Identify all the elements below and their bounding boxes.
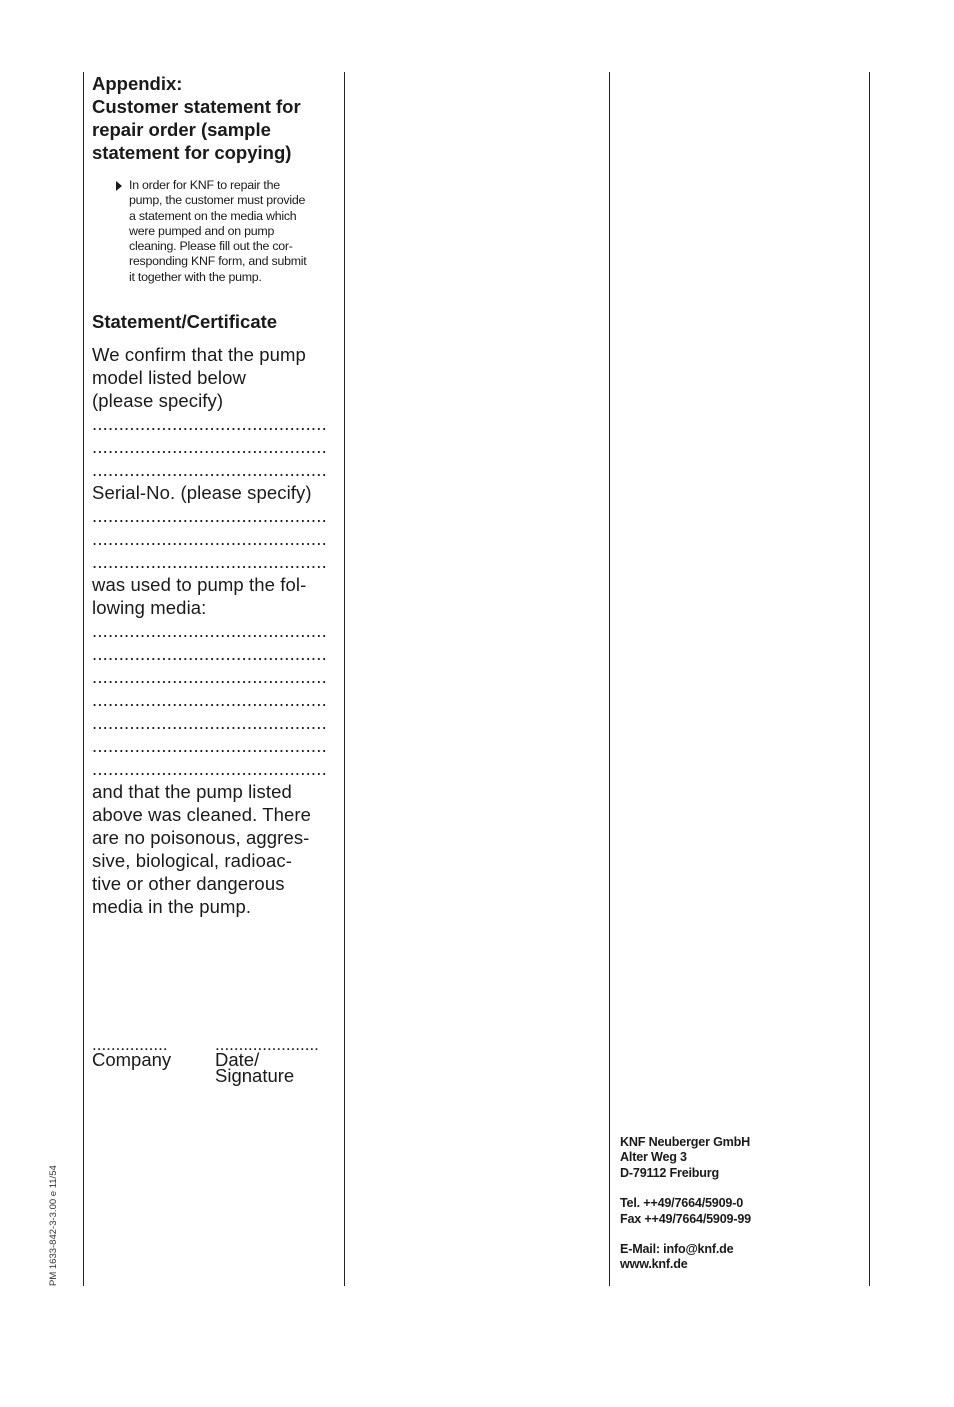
media-fill-line[interactable]: ............................................: [92, 712, 327, 734]
pump-model-fill-line[interactable]: ............................................: [92, 436, 327, 458]
text-line: We confirm that the pump: [92, 344, 306, 366]
document-id: PM 1633-842-3-3.00 e 11/54: [48, 1165, 59, 1286]
media-fill-line[interactable]: ............................................: [92, 758, 327, 780]
column-rule-4: [869, 72, 870, 1286]
company-fill-line[interactable]: ................: [92, 1036, 168, 1053]
company-name: KNF Neuberger GmbH: [620, 1135, 751, 1149]
media-fill-line[interactable]: ............................................: [92, 666, 327, 688]
text-line: (please specify): [92, 390, 224, 412]
serial-fill-line[interactable]: ............................................: [92, 505, 327, 527]
statement-heading: Statement/Certificate: [92, 311, 278, 333]
heading-line: Appendix:: [92, 73, 183, 94]
media-paragraph: [92, 573, 336, 619]
serial-fill-line[interactable]: ............................................: [92, 551, 327, 573]
date-label: Date/: [215, 1049, 260, 1070]
text-line: tive or other dangerous: [92, 873, 285, 895]
column-rule-3: [609, 72, 610, 1286]
text-line: was used to pump the fol-: [92, 574, 307, 596]
note-line: a statement on the media which: [129, 208, 297, 223]
media-fill-line[interactable]: ............................................: [92, 620, 327, 642]
text-line: above was cleaned. There: [92, 804, 312, 826]
text-line: sive, biological, radioac-: [92, 850, 293, 872]
signature-label: Signature: [215, 1065, 295, 1086]
street: Alter Weg 3: [620, 1150, 687, 1165]
text-line: and that the pump listed: [92, 781, 292, 803]
note-line: In order for KNF to repair the: [129, 178, 280, 192]
text-line: are no poisonous, aggres-: [92, 827, 310, 849]
company-address: [620, 1135, 860, 1273]
note-line: it together with the pump.: [129, 269, 262, 284]
column-rule-2: [344, 72, 345, 1286]
media-fill-line[interactable]: ............................................: [92, 689, 327, 711]
intro-paragraph: [92, 343, 336, 412]
heading-line: Customer statement for: [92, 96, 301, 117]
serial-label: Serial-No. (please specify): [92, 482, 312, 504]
column-rule-1: [83, 72, 84, 1286]
heading-line: repair order (sample: [92, 119, 271, 140]
serial-fill-line[interactable]: ............................................: [92, 528, 327, 550]
telephone: Tel. ++49/7664/5909-0: [620, 1196, 744, 1211]
play-arrow-icon: [116, 181, 122, 191]
closing-paragraph: [92, 780, 336, 918]
media-fill-line[interactable]: ............................................: [92, 735, 327, 757]
signature-row: [92, 1036, 336, 1096]
appendix-heading: [92, 72, 336, 164]
note-line: were pumped and on pump: [129, 223, 275, 238]
fax: Fax ++49/7664/5909-99: [620, 1211, 751, 1226]
text-line: model listed below: [92, 367, 246, 389]
pump-model-fill-line[interactable]: ............................................: [92, 413, 327, 435]
pump-model-fill-line[interactable]: ............................................: [92, 459, 327, 481]
note-line: responding KNF form, and submit: [129, 254, 307, 269]
statement-column: [92, 72, 336, 918]
instruction-note: [92, 178, 336, 285]
website-link[interactable]: www.knf.de: [620, 1257, 688, 1272]
email-link[interactable]: E-Mail: info@knf.de: [620, 1242, 734, 1257]
signature-fill-line[interactable]: ......................: [215, 1036, 319, 1053]
note-line: cleaning. Please fill out the cor-: [129, 239, 293, 254]
text-line: media in the pump.: [92, 896, 252, 918]
note-line: pump, the customer must provide: [129, 193, 306, 208]
text-line: lowing media:: [92, 597, 207, 619]
company-label: Company: [92, 1049, 172, 1070]
city: D-79112 Freiburg: [620, 1165, 719, 1180]
media-fill-line[interactable]: ............................................: [92, 643, 327, 665]
heading-line: statement for copying): [92, 142, 292, 163]
